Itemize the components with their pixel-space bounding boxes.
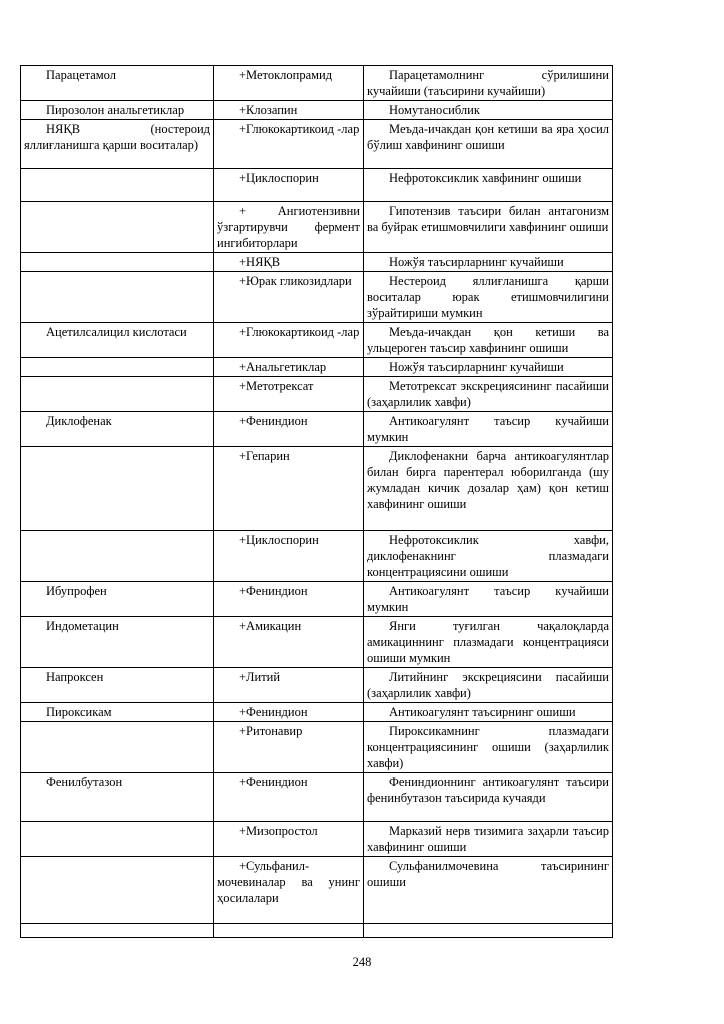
table-row: [21, 822, 613, 857]
table-row: [21, 101, 613, 120]
interacting-drug: +Мизопростол: [239, 824, 318, 838]
interacting-drug: +Фениндион: [239, 705, 308, 719]
table-body: [21, 66, 613, 938]
drug-cell: [21, 358, 214, 377]
effect-cell: [364, 822, 613, 857]
effect-cell: [364, 668, 613, 703]
effect-cell: [364, 924, 613, 938]
table-row: [21, 358, 613, 377]
interacting-drug: +Фениндион: [239, 775, 308, 789]
interacting-drug: +Ритонавир: [239, 724, 303, 738]
effect-cell: [364, 447, 613, 531]
table-row: [21, 857, 613, 924]
interaction-effect: Антикоагулянт таъсир кучайиши мумкин: [367, 414, 609, 444]
interaction-effect: Антикоагулянт таъсирнинг ошиши: [389, 705, 576, 719]
drug-cell: [21, 924, 214, 938]
table-row: [21, 617, 613, 668]
interaction-effect: Метотрексат экскрециясининг пасайиши (заҳарлилик хавфи): [367, 379, 609, 409]
interaction-effect: Нефротоксиклик хавфининг ошиши: [389, 171, 582, 185]
interaction-effect: Нефротоксиклик хавфи, диклофенакнинг плазмадаги концентрациясини ошиши: [367, 533, 609, 579]
interacting-drug: +Литий: [239, 670, 281, 684]
interacting-drug-cell: [214, 617, 364, 668]
table-row: [21, 924, 613, 938]
interacting-drug: +Юрак гликозидлари: [239, 274, 352, 288]
drug-cell: [21, 323, 214, 358]
drug-cell: [21, 202, 214, 253]
interacting-drug-cell: [214, 722, 364, 773]
effect-cell: [364, 253, 613, 272]
interacting-drug-cell: [214, 531, 364, 582]
interacting-drug-cell: [214, 272, 364, 323]
effect-cell: [364, 377, 613, 412]
effect-cell: [364, 412, 613, 447]
drug-name: Ибупрофен: [46, 584, 107, 598]
interaction-effect: Ножўя таъсирларнинг кучайиши: [389, 360, 564, 374]
effect-cell: [364, 272, 613, 323]
interacting-drug: +Метотрексат: [239, 379, 314, 393]
interacting-drug: + Ангиотензивни ўзгартирувчи фермент ингибиторлари: [217, 204, 360, 250]
drug-cell: [21, 412, 214, 447]
drug-name: Индометацин: [46, 619, 119, 633]
drug-name: Фенилбутазон: [46, 775, 123, 789]
interacting-drug-cell: [214, 169, 364, 202]
interacting-drug: +Гепарин: [239, 449, 290, 463]
interacting-drug: +Фениндион: [239, 414, 308, 428]
effect-cell: [364, 857, 613, 924]
interacting-drug-cell: [214, 668, 364, 703]
table-row: [21, 323, 613, 358]
drug-cell: [21, 722, 214, 773]
effect-cell: [364, 773, 613, 822]
drug-cell: [21, 253, 214, 272]
effect-cell: [364, 722, 613, 773]
interacting-drug-cell: [214, 101, 364, 120]
drug-cell: [21, 773, 214, 822]
interaction-effect: Антикоагулянт таъсир кучайиши мумкин: [367, 584, 609, 614]
interaction-effect: Меъда-ичакдан қон кетиши ва яра ҳосил бўлиш хавфининг ошиши: [367, 122, 609, 152]
interacting-drug: +Фениндион: [239, 584, 308, 598]
page-number: 248: [352, 955, 372, 969]
interacting-drug: +НЯҚВ: [239, 255, 281, 269]
interacting-drug-cell: [214, 773, 364, 822]
interacting-drug-cell: [214, 412, 364, 447]
interaction-effect: Фениндионнинг антикоагулянт таъсири фенинбутазон таъсирида кучаяди: [367, 775, 609, 805]
interacting-drug-cell: [214, 66, 364, 101]
interacting-drug-cell: [214, 447, 364, 531]
effect-cell: [364, 101, 613, 120]
drug-cell: [21, 447, 214, 531]
effect-cell: [364, 66, 613, 101]
drug-cell: [21, 272, 214, 323]
table-row: [21, 253, 613, 272]
effect-cell: [364, 703, 613, 722]
drug-cell: [21, 66, 214, 101]
interacting-drug-cell: [214, 358, 364, 377]
table-row: [21, 773, 613, 822]
table-row: [21, 272, 613, 323]
interacting-drug-cell: [214, 120, 364, 169]
interacting-drug: +Амикацин: [239, 619, 302, 633]
effect-cell: [364, 358, 613, 377]
table-row: [21, 377, 613, 412]
drug-cell: [21, 377, 214, 412]
interacting-drug-cell: [214, 377, 364, 412]
table-row: [21, 531, 613, 582]
drug-cell: [21, 531, 214, 582]
table-row: [21, 412, 613, 447]
interaction-effect: Сульфанилмочевина таъсирининг ошиши: [367, 859, 609, 889]
drug-cell: [21, 822, 214, 857]
interacting-drug-cell: [214, 202, 364, 253]
drug-cell: [21, 101, 214, 120]
interaction-effect: Номутаносиблик: [389, 103, 480, 117]
drug-cell: [21, 169, 214, 202]
effect-cell: [364, 531, 613, 582]
drug-cell: [21, 617, 214, 668]
interacting-drug: +Анальгетиклар: [239, 360, 327, 374]
interaction-effect: Нестероид яллиғланишга қарши воситалар юрак етишмовчилигини зўрайтириши мумкин: [367, 274, 609, 320]
drug-cell: [21, 857, 214, 924]
drug-cell: [21, 120, 214, 169]
interaction-effect: Меъда-ичакдан қон кетиши ва ульцероген таъсир хавфининг ошиши: [367, 325, 609, 355]
interaction-effect: Ножўя таъсирларнинг кучайиши: [389, 255, 564, 269]
interacting-drug: +Циклоспорин: [239, 171, 319, 185]
interacting-drug: +Циклоспорин: [239, 533, 319, 547]
interacting-drug-cell: [214, 703, 364, 722]
effect-cell: [364, 617, 613, 668]
drug-cell: [21, 703, 214, 722]
table-row: [21, 202, 613, 253]
interaction-effect: Парацетамолнинг сўрилишини кучайиши (таъсирини кучайиши): [367, 68, 609, 98]
interacting-drug-cell: [214, 582, 364, 617]
effect-cell: [364, 120, 613, 169]
table-row: [21, 66, 613, 101]
drug-name: Ацетилсалицил кислотаси: [46, 325, 187, 339]
effect-cell: [364, 323, 613, 358]
table-row: [21, 447, 613, 531]
table-row: [21, 722, 613, 773]
drug-name: Напроксен: [46, 670, 104, 684]
interaction-effect: Литийнинг экскрециясини пасайиши (заҳарлилик хавфи): [367, 670, 609, 700]
interaction-effect: Янги туғилган чақалоқларда амикациннинг плазмадаги концентрацияси ошиши мумкин: [367, 619, 609, 665]
table-row: [21, 120, 613, 169]
interacting-drug: +Сульфанил-мочевиналар ва унинг ҳосилалари: [217, 859, 360, 905]
interacting-drug: +Клозапин: [239, 103, 298, 117]
interacting-drug: +Метоклопрамид: [239, 68, 333, 82]
interacting-drug-cell: [214, 857, 364, 924]
table-row: [21, 668, 613, 703]
drug-cell: [21, 668, 214, 703]
interacting-drug: +Глюкокартикоид -лар: [239, 122, 360, 136]
effect-cell: [364, 169, 613, 202]
interacting-drug: +Глюкокартикоид -лар: [239, 325, 360, 339]
table-row: [21, 169, 613, 202]
interacting-drug-cell: [214, 822, 364, 857]
drug-name: Пироксикам: [46, 705, 112, 719]
interaction-effect: Пироксикамнинг плазмадаги концентрациясининг ошиши (заҳарлилик хавфи): [367, 724, 609, 770]
interacting-drug-cell: [214, 323, 364, 358]
drug-name: Диклофенак: [46, 414, 112, 428]
effect-cell: [364, 582, 613, 617]
interacting-drug-cell: [214, 253, 364, 272]
drug-interaction-table: [20, 65, 613, 938]
drug-name: Парацетамол: [46, 68, 117, 82]
effect-cell: [364, 202, 613, 253]
interaction-effect: Диклофенакни барча антикоагулянтлар билан бирга парентерал юборилганда (шу жумладан кичик дозалар ҳам) қон кетиш хавфининг ошиши: [367, 449, 609, 511]
drug-name: НЯҚВ (ностероид яллиғланишга қарши воситалар): [24, 122, 210, 152]
table-row: [21, 703, 613, 722]
drug-name: Пирозолон анальгетиклар: [46, 103, 185, 117]
drug-cell: [21, 582, 214, 617]
interaction-effect: Гипотензив таъсири билан антагонизм ва буйрак етишмовчилиги хавфининг ошиши: [367, 204, 609, 234]
interaction-effect: Марказий нерв тизимига заҳарли таъсир хавфининг ошиши: [367, 824, 609, 854]
table-row: [21, 582, 613, 617]
interacting-drug-cell: [214, 924, 364, 938]
